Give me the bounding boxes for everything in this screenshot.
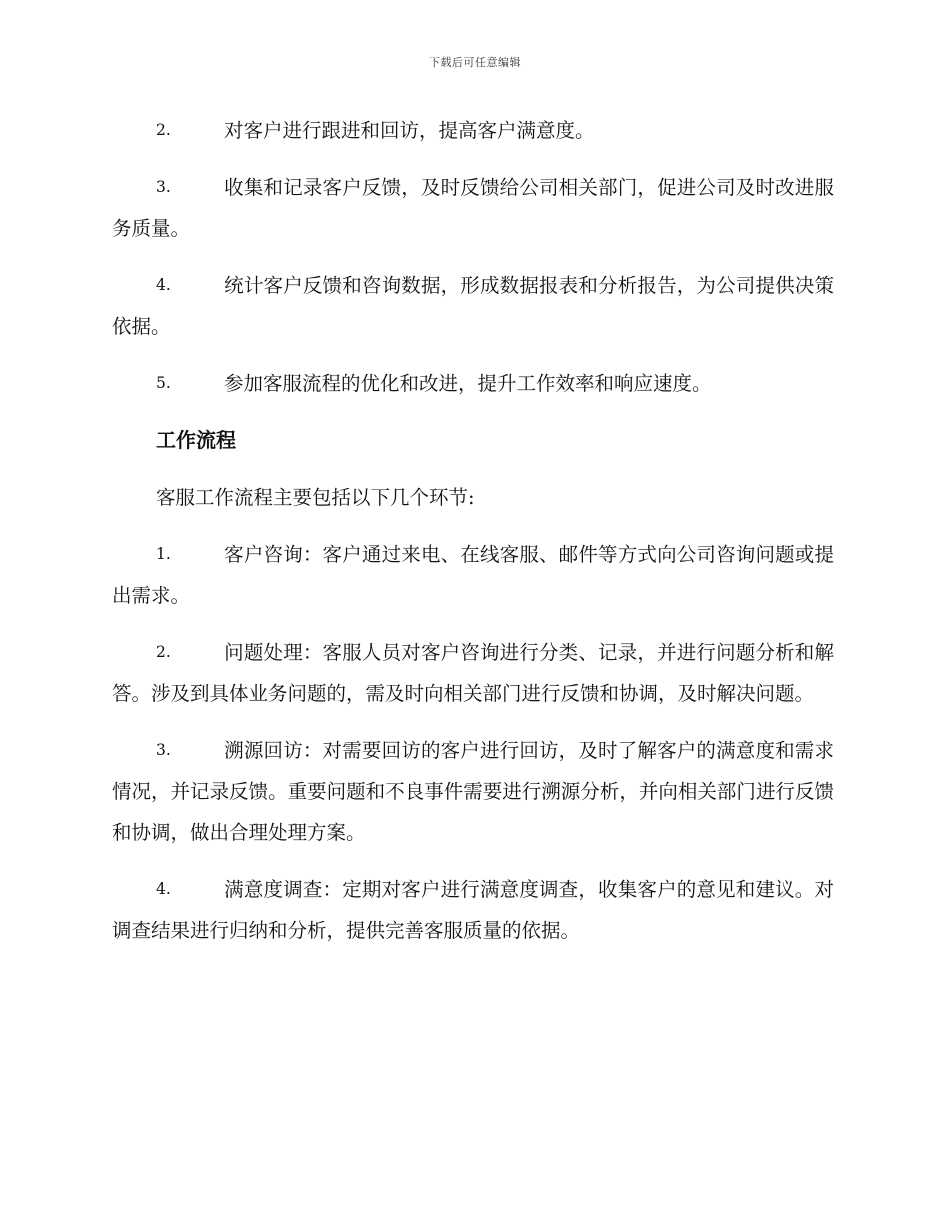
list-number: 2.	[156, 121, 171, 139]
page-header: 下载后可任意编辑	[429, 56, 521, 69]
list-item-text: 对客户进行跟进和回访，提高客户满意度。	[224, 119, 595, 142]
list-item	[112, 632, 834, 714]
list-item	[112, 869, 834, 951]
list-item	[112, 167, 834, 249]
list-item	[112, 110, 834, 151]
list-number: 3.	[156, 741, 171, 759]
list-item-text: 满意度调查：定期对客户进行满意度调查，收集客户的意见和建议。对调查结果进行归纳和分析，提供完善客服质量的依据。	[112, 878, 834, 942]
list-item-text: 收集和记录客户反馈，及时反馈给公司相关部门，促进公司及时改进服务质量。	[112, 176, 834, 240]
list-item-text: 统计客户反馈和咨询数据，形成数据报表和分析报告，为公司提供决策依据。	[112, 274, 834, 338]
list-item	[112, 363, 834, 404]
section-heading: 工作流程	[156, 428, 236, 452]
section-intro: 客服工作流程主要包括以下几个环节:	[156, 486, 475, 509]
document-body	[112, 110, 834, 967]
list-number: 3.	[156, 178, 171, 196]
list-number: 2.	[156, 643, 171, 661]
list-item-text: 参加客服流程的优化和改进，提升工作效率和响应速度。	[224, 372, 712, 395]
list-item-text: 客户咨询：客户通过来电、在线客服、邮件等方式向公司咨询问题或提出需求。	[112, 543, 834, 607]
list-number: 4.	[156, 880, 171, 898]
list-item	[112, 534, 834, 616]
list-number: 4.	[156, 276, 171, 294]
list-item	[112, 730, 834, 853]
list-item-text: 问题处理：客服人员对客户咨询进行分类、记录，并进行问题分析和解答。涉及到具体业务问题的，需及时向相关部门进行反馈和协调，及时解决问题。	[112, 641, 834, 705]
list-item-text: 溯源回访：对需要回访的客户进行回访，及时了解客户的满意度和需求情况，并记录反馈。重要问题和不良事件需要进行溯源分析，并向相关部门进行反馈和协调，做出合理处理方案。	[112, 739, 834, 844]
list-item	[112, 265, 834, 347]
list-number: 1.	[156, 545, 171, 563]
list-number: 5.	[156, 374, 171, 392]
